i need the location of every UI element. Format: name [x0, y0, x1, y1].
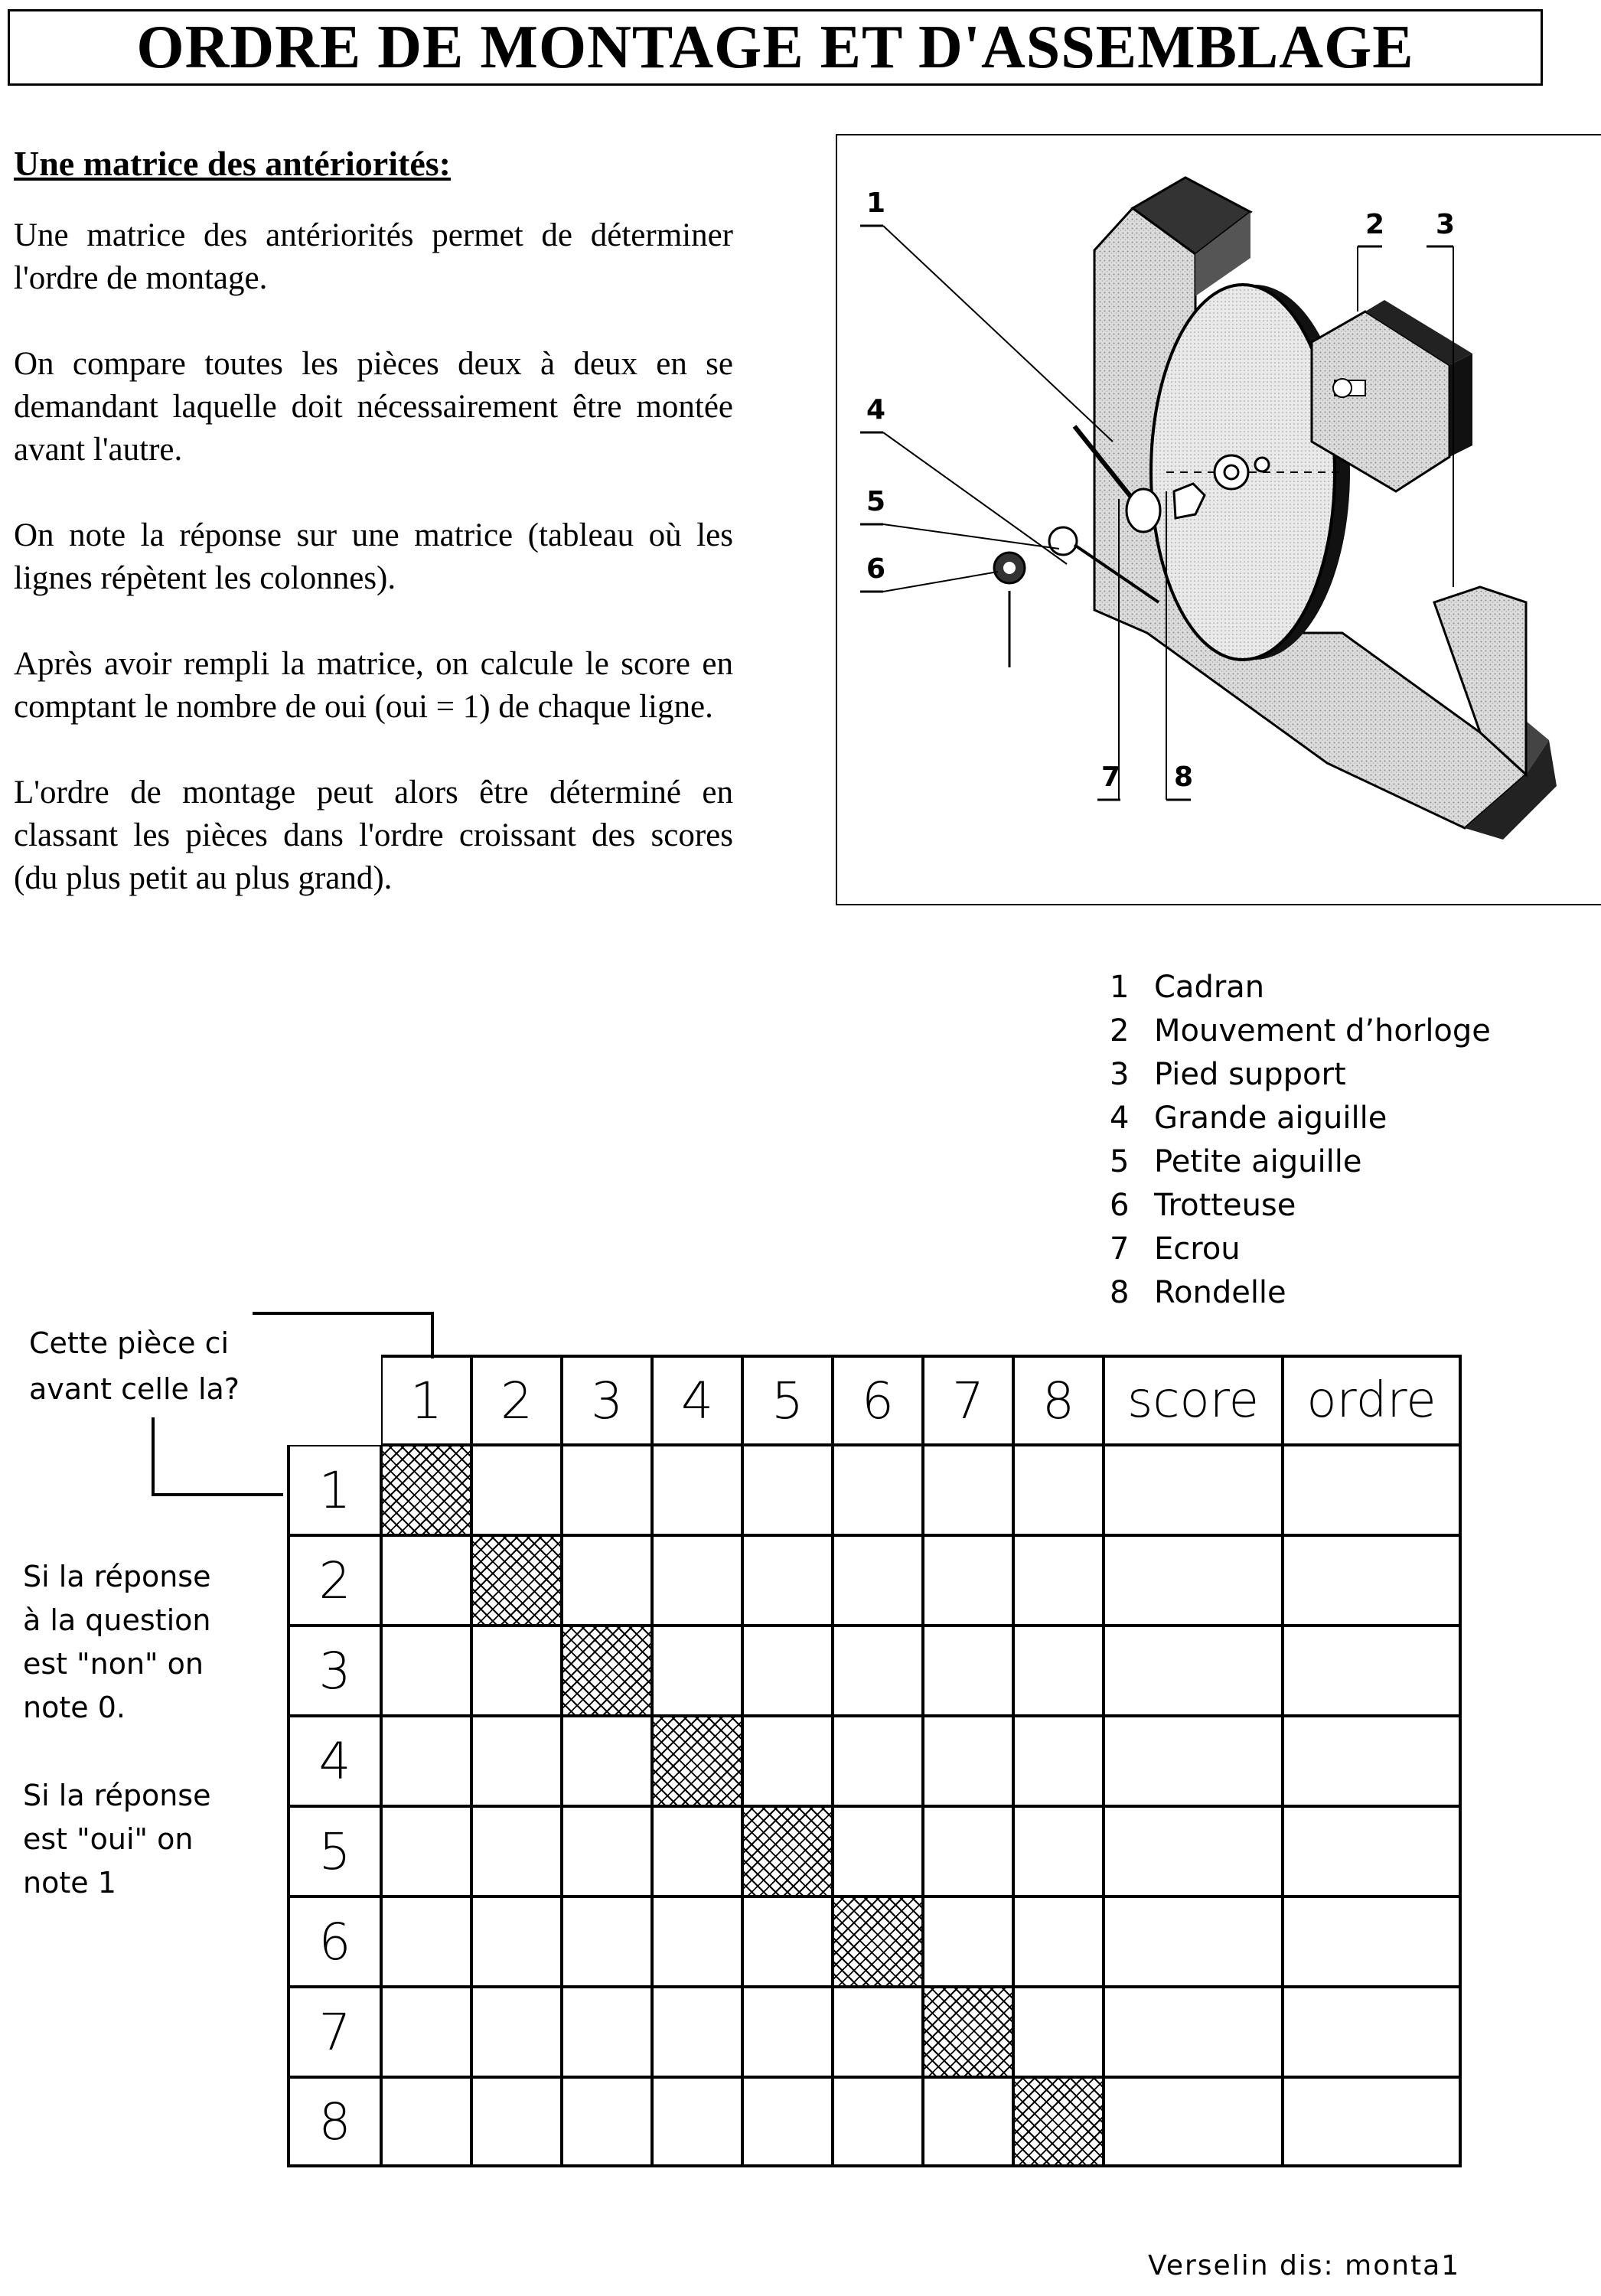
matrix-cell [833, 1535, 923, 1626]
matrix-cell [742, 1896, 833, 1987]
matrix-cell-hatched [471, 1535, 562, 1626]
matrix-cell [471, 1806, 562, 1896]
section-heading: Une matrice des antériorités: [14, 144, 451, 183]
note-non: Si la réponse à la question est "non" on note 0. [23, 1560, 211, 1724]
ordre-cell [1283, 1535, 1462, 1626]
matrix-cell [923, 2077, 1013, 2167]
matrix-cell [471, 1987, 562, 2077]
matrix-cell-hatched [833, 1896, 923, 1987]
score-cell [1104, 1445, 1283, 1535]
ordre-cell [1283, 2077, 1462, 2167]
callout-label: 8 [1174, 762, 1194, 793]
matrix-cell [1013, 1445, 1104, 1535]
callout-label: 3 [1436, 209, 1456, 240]
legend-item: 5 Petite aiguille [1110, 1144, 1362, 1179]
matrix-cell [381, 1535, 471, 1626]
matrix-cell [923, 1626, 1013, 1716]
matrix-cell [381, 1987, 471, 2077]
matrix-cell [562, 1806, 652, 1896]
matrix-question: Cette pièce ci avant celle la? [29, 1326, 240, 1406]
matrix-cell [471, 1626, 562, 1716]
column-header: 5 [742, 1355, 833, 1445]
matrix-cell [562, 1716, 652, 1806]
column-header: 6 [833, 1355, 923, 1445]
matrix-cell [562, 1445, 652, 1535]
matrix-cell-hatched [923, 1987, 1013, 2077]
matrix-cell [652, 1987, 742, 2077]
paragraph: On compare toutes les pièces deux à deux en se demandant laquelle doit nécessairement être montée avant l'autre. [14, 346, 733, 468]
column-header: 3 [562, 1355, 652, 1445]
matrix-cell-hatched [742, 1806, 833, 1896]
legend-item: 4 Grande aiguille [1110, 1101, 1387, 1136]
row-header: 7 [287, 1987, 381, 2077]
callout-label: 7 [1101, 762, 1121, 793]
matrix-cell [1013, 1806, 1104, 1896]
matrix-cell [381, 2077, 471, 2167]
score-header: score [1104, 1355, 1283, 1445]
ordre-cell [1283, 1626, 1462, 1716]
score-cell [1104, 1987, 1283, 2077]
callout-label: 6 [866, 553, 886, 585]
row-header: 3 [287, 1626, 381, 1716]
ordre-header: ordre [1283, 1355, 1462, 1445]
matrix-cell [1013, 1896, 1104, 1987]
ordre-cell [1283, 1445, 1462, 1535]
matrix-cell [562, 2077, 652, 2167]
callout-label: 1 [866, 188, 886, 219]
column-header: 1 [381, 1355, 471, 1445]
legend-item: 7 Ecrou [1110, 1231, 1241, 1267]
matrix-cell [923, 1896, 1013, 1987]
matrix-cell-hatched [1013, 2077, 1104, 2167]
matrix-cell [742, 2077, 833, 2167]
column-header: 7 [923, 1355, 1013, 1445]
matrix-cell [1013, 1535, 1104, 1626]
page-title: ORDRE DE MONTAGE ET D'ASSEMBLAGE [136, 13, 1414, 81]
matrix-cell [742, 1716, 833, 1806]
legend-item: 8 Rondelle [1110, 1275, 1286, 1310]
matrix-cell-hatched [562, 1626, 652, 1716]
matrix-cell [562, 1896, 652, 1987]
legend-item: 3 Pied support [1110, 1057, 1346, 1092]
matrix-cell [833, 1626, 923, 1716]
score-cell [1104, 1626, 1283, 1716]
matrix-cell [652, 1445, 742, 1535]
matrix-cell [471, 1445, 562, 1535]
matrix-cell [562, 1535, 652, 1626]
score-cell [1104, 1806, 1283, 1896]
note-oui: Si la réponse est "oui" on note 1 [23, 1779, 211, 1900]
matrix-cell [923, 1716, 1013, 1806]
ordre-cell [1283, 1896, 1462, 1987]
legend-item: 6 Trotteuse [1110, 1188, 1296, 1223]
matrix-cell [652, 1626, 742, 1716]
matrix-cell [1013, 1716, 1104, 1806]
matrix-cell [742, 1445, 833, 1535]
matrix-cell [652, 1896, 742, 1987]
paragraph: L'ordre de montage peut alors être déterminé en classant les pièces dans l'ordre croissant des scores (du plus petit au plus grand). [14, 775, 733, 896]
column-header: 4 [652, 1355, 742, 1445]
row-header: 8 [287, 2077, 381, 2167]
matrix-cell [471, 2077, 562, 2167]
matrix-cell [742, 1535, 833, 1626]
matrix-cell [742, 1626, 833, 1716]
ordre-cell [1283, 1716, 1462, 1806]
paragraph: Une matrice des antériorités permet de déterminer l'ordre de montage. [14, 217, 733, 296]
ordre-cell [1283, 1987, 1462, 2077]
column-header: 2 [471, 1355, 562, 1445]
paragraph: Après avoir rempli la matrice, on calcule le score en comptant le nombre de oui (oui = 1) de chaque ligne. [14, 646, 733, 725]
matrix-cell [652, 1535, 742, 1626]
row-header: 4 [287, 1716, 381, 1806]
callout-label: 4 [866, 394, 886, 426]
column-header: 8 [1013, 1355, 1104, 1445]
ordre-cell [1283, 1806, 1462, 1896]
legend-item: 1 Cadran [1110, 970, 1265, 1005]
callout-label: 2 [1365, 209, 1385, 240]
matrix-cell [833, 2077, 923, 2167]
footer-reference: Verselin dis: monta1 [1148, 2250, 1461, 2281]
row-header: 2 [287, 1535, 381, 1626]
matrix-cell [471, 1896, 562, 1987]
score-cell [1104, 1535, 1283, 1626]
matrix-cell [562, 1987, 652, 2077]
matrix-cell [742, 1987, 833, 2077]
matrix-cell [923, 1535, 1013, 1626]
matrix-cell [381, 1626, 471, 1716]
matrix-cell [923, 1806, 1013, 1896]
matrix-cell-hatched [652, 1716, 742, 1806]
matrix-cell [381, 1896, 471, 1987]
matrix-cell [471, 1716, 562, 1806]
callout-label: 5 [866, 486, 886, 517]
matrix-cell [833, 1987, 923, 2077]
row-header: 6 [287, 1896, 381, 1987]
matrix-cell [833, 1716, 923, 1806]
matrix-cell-hatched [381, 1445, 471, 1535]
matrix-cell [652, 1806, 742, 1896]
paragraph: On note la réponse sur une matrice (tableau où les lignes répètent les colonnes). [14, 517, 733, 596]
legend-item: 2 Mouvement d’horloge [1110, 1013, 1491, 1049]
matrix-cell [652, 2077, 742, 2167]
matrix-cell [1013, 1987, 1104, 2077]
matrix-cell [833, 1445, 923, 1535]
score-cell [1104, 2077, 1283, 2167]
row-header: 1 [287, 1445, 381, 1535]
row-header: 5 [287, 1806, 381, 1896]
matrix-cell [1013, 1626, 1104, 1716]
matrix-cell [381, 1806, 471, 1896]
matrix-cell [923, 1445, 1013, 1535]
score-cell [1104, 1716, 1283, 1806]
score-cell [1104, 1896, 1283, 1987]
matrix-cell [833, 1806, 923, 1896]
matrix-cell [381, 1716, 471, 1806]
